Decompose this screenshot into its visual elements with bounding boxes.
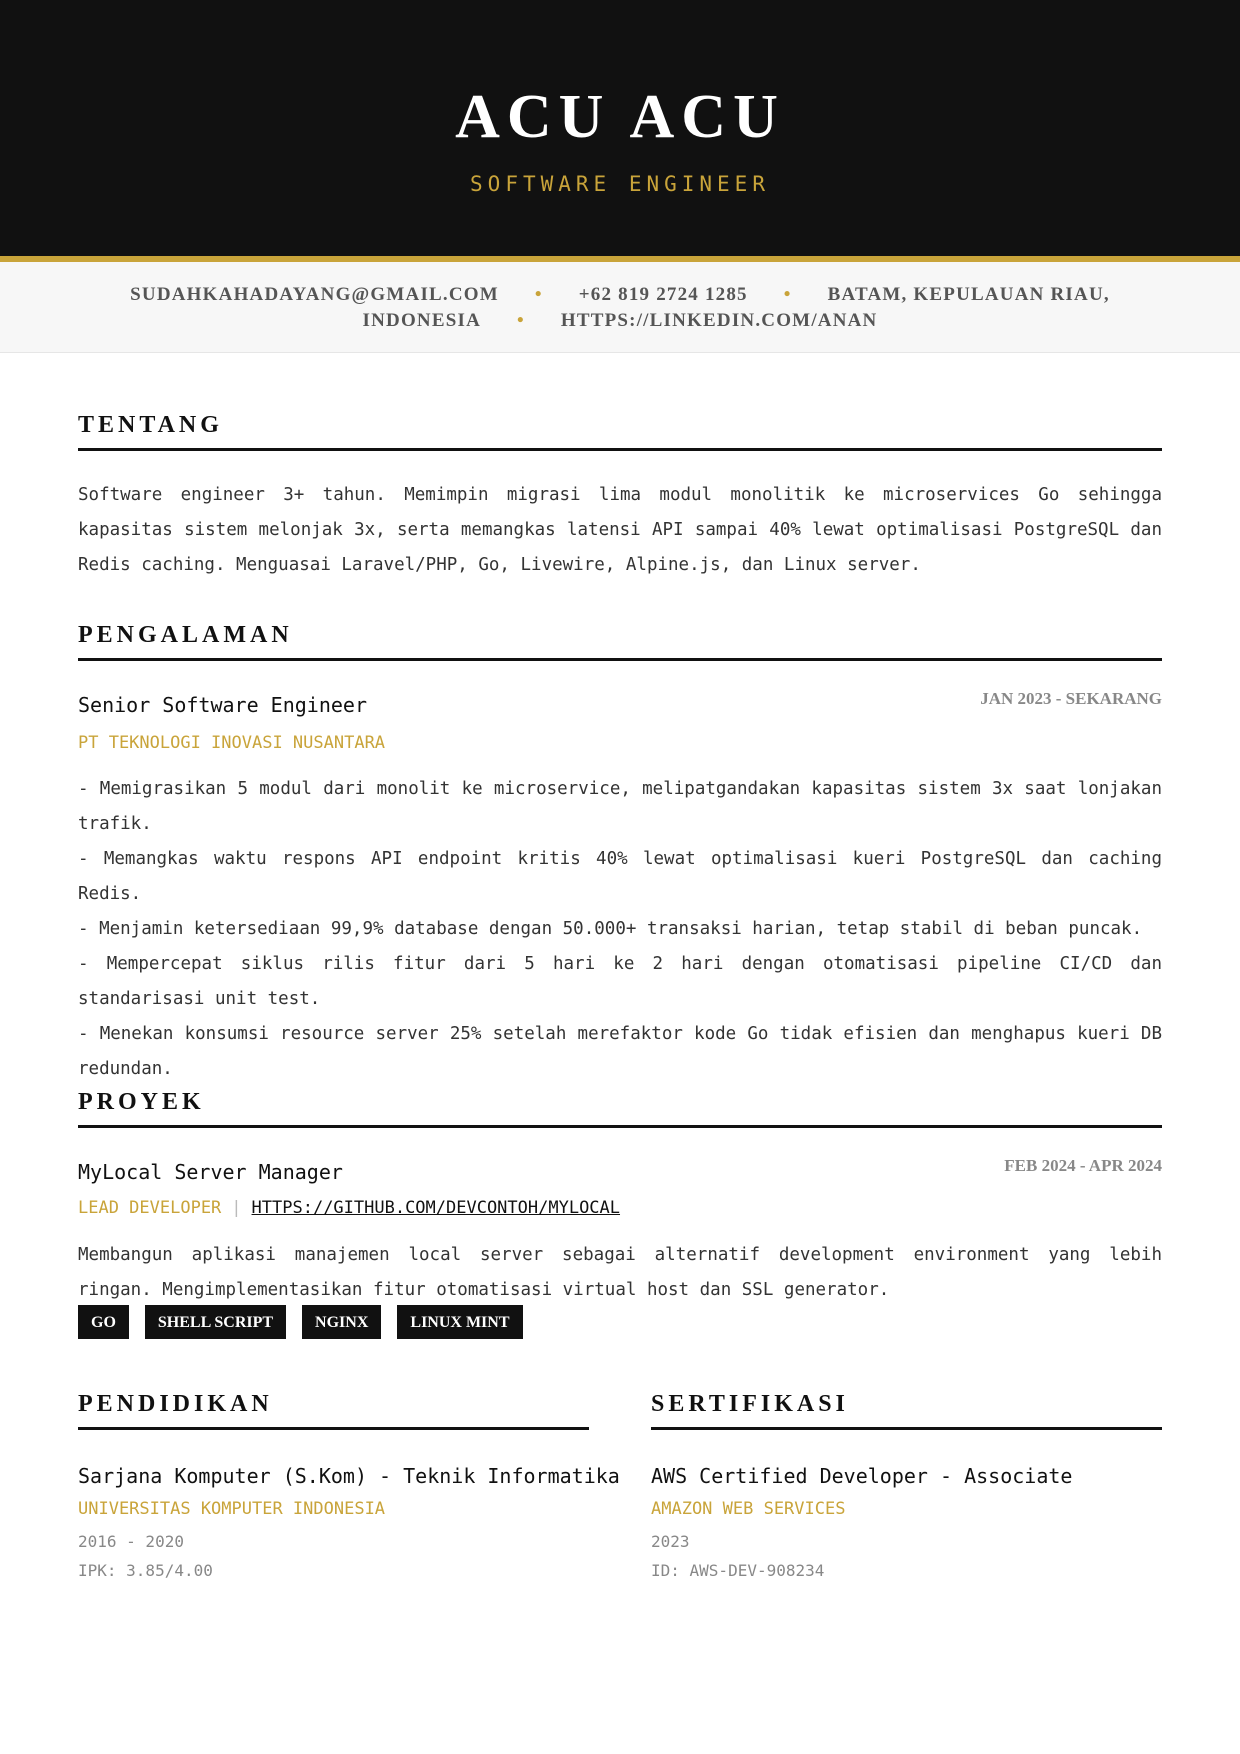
list-item: - Mempercepat siklus rilis fitur dari 5 hari ke 2 hari dengan otomatisasi pipeline CI/CD dan standarisasi unit test. bbox=[78, 954, 1162, 1009]
section-title-about: TENTANG bbox=[78, 412, 223, 438]
about-text: Software engineer 3+ tahun. Memimpin migrasi lima modul monolitik ke microservices Go sehingga kapasitas sistem melonjak 3x, serta memangkas latensi API sampai 40% lewat optimalisasi PostgreSQL dan Redis caching. Menguasai Laravel/PHP, Go, Livewire, Alpine.js, dan Linux server. bbox=[78, 485, 1162, 575]
job-date: JAN 2023 - SEKARANG bbox=[980, 689, 1162, 708]
contact-bar bbox=[0, 262, 1240, 353]
education-years: 2016 - 2020 bbox=[78, 1532, 184, 1551]
contact-line-2 bbox=[120, 308, 1120, 334]
project-description: Membangun aplikasi manajemen local server sebagai alternatif development environment yang lebih ringan. Mengimplementasikan fitur otomatisasi virtual host dan SSL generator. bbox=[78, 1245, 1162, 1300]
location: BATAM, KEPULAUAN RIAU, bbox=[827, 284, 1110, 305]
certification-year: 2023 bbox=[651, 1532, 690, 1551]
project-date: FEB 2024 - APR 2024 bbox=[1004, 1156, 1162, 1175]
tag: LINUX MINT bbox=[397, 1305, 522, 1339]
tag: NGINX bbox=[302, 1305, 381, 1339]
contact-line-1 bbox=[120, 282, 1120, 308]
section-title-projects: PROYEK bbox=[78, 1089, 205, 1115]
education-school: UNIVERSITAS KOMPUTER INDONESIA bbox=[78, 1499, 386, 1519]
candidate-role: SOFTWARE ENGINEER bbox=[470, 172, 770, 196]
job-position: Senior Software Engineer bbox=[78, 693, 367, 717]
job-achievements bbox=[78, 772, 1162, 1087]
contact-info bbox=[120, 282, 1120, 334]
section-divider bbox=[78, 658, 1162, 661]
phone[interactable]: +62 819 2724 1285 bbox=[578, 284, 748, 305]
education-gpa: IPK: 3.85/4.00 bbox=[78, 1561, 213, 1580]
list-item: - Menjamin ketersediaan 99,9% database dengan 50.000+ transaksi harian, tetap stabil di beban puncak. bbox=[78, 919, 1143, 939]
project-tags bbox=[78, 1305, 523, 1339]
section-divider bbox=[78, 1125, 1162, 1128]
section-title-experience: PENGALAMAN bbox=[78, 622, 293, 648]
candidate-name: ACU ACU bbox=[455, 83, 785, 151]
section-divider bbox=[651, 1427, 1162, 1430]
section-title-education: PENDIDIKAN bbox=[78, 1391, 273, 1417]
section-divider bbox=[78, 1427, 589, 1430]
project-meta bbox=[78, 1198, 620, 1218]
education-degree: Sarjana Komputer (S.Kom) - Teknik Informatika bbox=[78, 1464, 620, 1488]
certification-id: ID: AWS-DEV-908234 bbox=[651, 1561, 825, 1580]
project-link[interactable]: HTTPS://GITHUB.COM/DEVCONTOH/MYLOCAL bbox=[251, 1198, 621, 1218]
certification-issuer: AMAZON WEB SERVICES bbox=[651, 1499, 846, 1519]
separator-dot: • bbox=[534, 284, 543, 305]
section-divider bbox=[78, 448, 1162, 451]
list-item: - Menekan konsumsi resource server 25% setelah merefaktor kode Go tidak efisien dan menghapus kueri DB redundan. bbox=[78, 1024, 1162, 1079]
list-item: - Memigrasikan 5 modul dari monolit ke microservice, melipatgandakan kapasitas sistem 3x saat lonjakan trafik. bbox=[78, 779, 1162, 834]
resume-header bbox=[0, 0, 1240, 262]
certification-name: AWS Certified Developer - Associate bbox=[651, 1464, 1073, 1488]
separator-dot: • bbox=[517, 310, 525, 331]
separator: | bbox=[231, 1198, 242, 1218]
section-title-certifications: SERTIFIKASI bbox=[651, 1391, 849, 1417]
tag: SHELL SCRIPT bbox=[145, 1305, 286, 1339]
list-item: - Memangkas waktu respons API endpoint kritis 40% lewat optimalisasi kueri PostgreSQL dan caching Redis. bbox=[78, 849, 1162, 904]
email[interactable]: SUDAHKAHADAYANG@GMAIL.COM bbox=[130, 284, 499, 305]
job-company: PT TEKNOLOGI INOVASI NUSANTARA bbox=[78, 733, 386, 753]
linkedin-link[interactable]: HTTPS://LINKEDIN.COM/ANAN bbox=[560, 310, 878, 331]
project-name: MyLocal Server Manager bbox=[78, 1160, 343, 1184]
location-country: INDONESIA bbox=[362, 310, 482, 331]
separator-dot: • bbox=[783, 284, 792, 305]
project-role: LEAD DEVELOPER bbox=[78, 1198, 222, 1218]
tag: GO bbox=[78, 1305, 129, 1339]
